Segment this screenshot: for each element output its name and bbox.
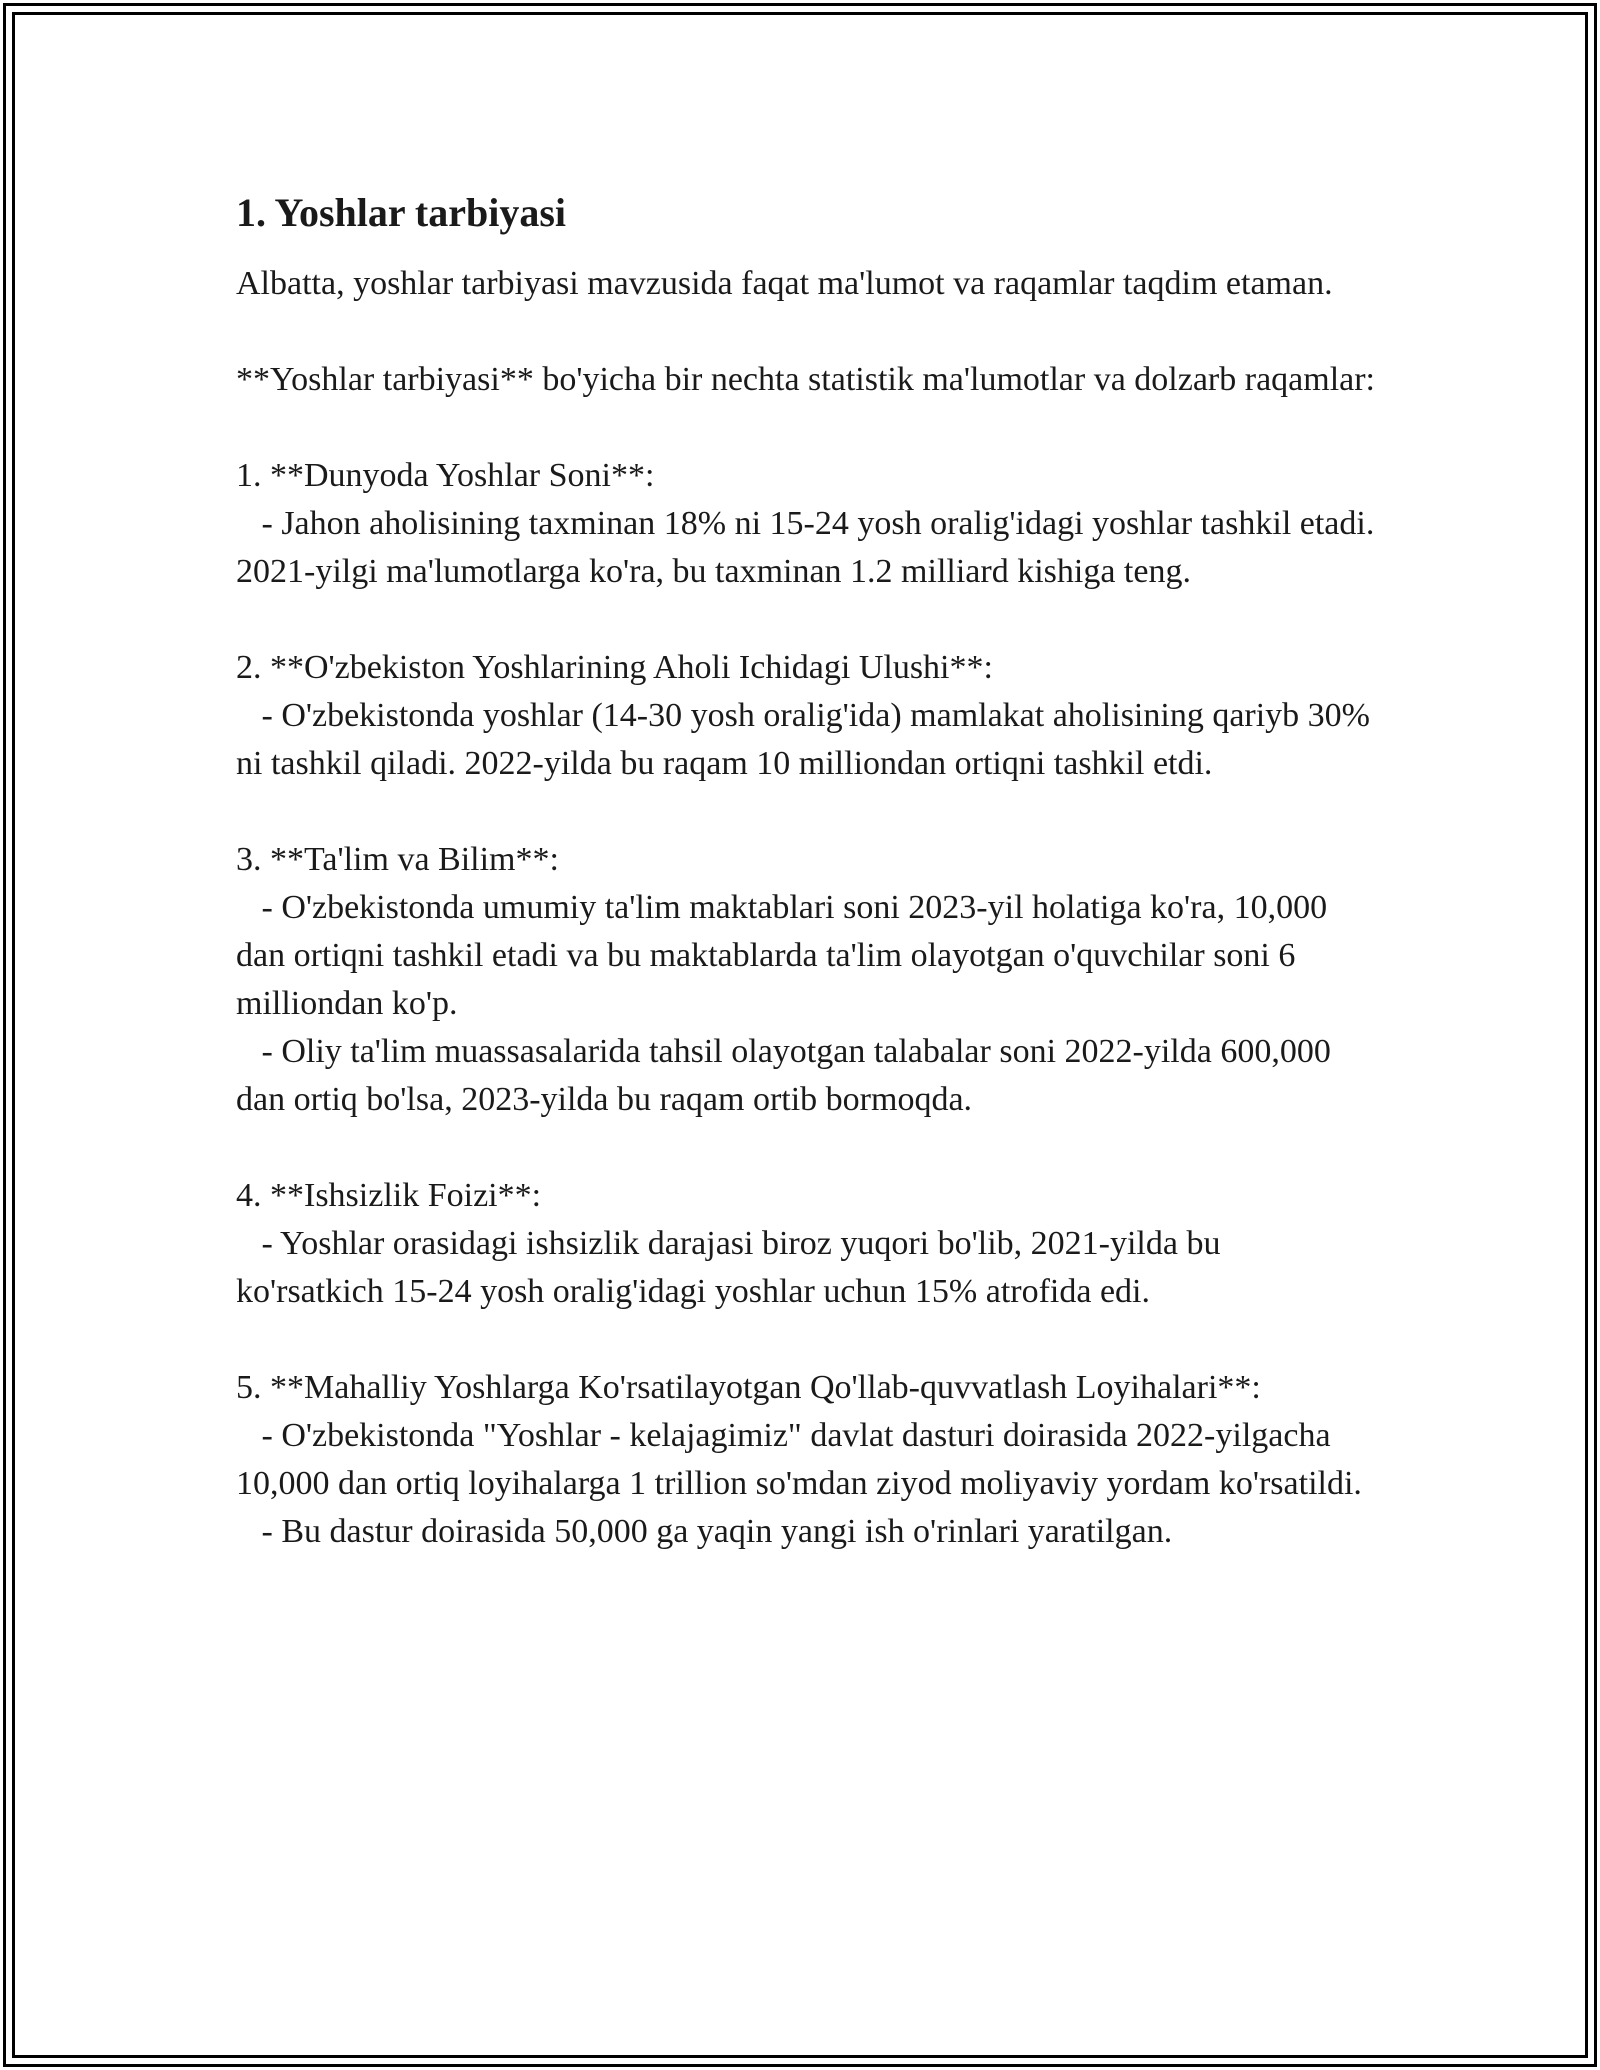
section-title: 1. **Dunyoda Yoshlar Soni**: [236,457,655,494]
section-uzbek-youth-share [236,644,1379,788]
section-unemployment [236,1172,1376,1316]
section-title: 2. **O'zbekiston Yoshlarining Aholi Ichidagi Ulushi**: [236,649,993,686]
section-world-youth [236,452,1383,596]
document-body [236,186,1383,1604]
section-bullet: - Oliy ta'lim muassasalarida tahsil olayotgan talabalar soni 2022-yilda 600,000 dan ortiq bo'lsa, 2023-yilda bu raqam ortib bormoqda. [236,1033,1340,1118]
section-bullet: - Bu dastur doirasida 50,000 ga yaqin yangi ish o'rinlari yaratilgan. [236,1513,1173,1550]
section-bullet: - O'zbekistonda yoshlar (14-30 yosh oralig'ida) mamlakat aholisining qariyb 30% ni tashkil qiladi. 2022-yilda bu raqam 10 milliondan ortiqni tashkil etdi. [236,697,1379,782]
section-education [236,836,1376,1124]
section-bullet: - O'zbekistonda umumiy ta'lim maktablari soni 2023-yil holatiga ko'ra, 10,000 dan ortiqni tashkil etadi va bu maktablarda ta'lim olayotgan o'quvchilar soni 6 milliondan ko'p. [236,889,1336,1022]
document-heading: 1. Yoshlar tarbiyasi [236,190,567,235]
section-bullet: - Jahon aholisining taxminan 18% ni 15-24 yosh oralig'idagi yoshlar tashkil etadi. 2021-yilgi ma'lumotlarga ko'ra, bu taxminan 1.2 milliard kishiga teng. [236,505,1383,590]
section-support-projects [236,1364,1376,1556]
lead-paragraph: **Yoshlar tarbiyasi** bo'yicha bir nechta statistik ma'lumotlar va dolzarb raqamlar: [236,361,1375,398]
section-bullet: - Yoshlar orasidagi ishsizlik darajasi biroz yuqori bo'lib, 2021-yilda bu ko'rsatkich 15-24 yosh oralig'idagi yoshlar uchun 15% atrofida edi. [236,1225,1229,1310]
section-title: 5. **Mahalliy Yoshlarga Ko'rsatilayotgan Qo'llab-quvvatlash Loyihalari**: [236,1369,1261,1406]
section-bullet: - O'zbekistonda "Yoshlar - kelajagimiz" davlat dasturi doirasida 2022-yilgacha 10,000 dan ortiq loyihalarga 1 trillion so'mdan ziyod moliyaviy yordam ko'rsatildi. [236,1417,1362,1502]
intro-paragraph: Albatta, yoshlar tarbiyasi mavzusida faqat ma'lumot va raqamlar taqdim etaman. [236,265,1333,302]
section-title: 4. **Ishsizlik Foizi**: [236,1177,542,1214]
section-title: 3. **Ta'lim va Bilim**: [236,841,559,878]
